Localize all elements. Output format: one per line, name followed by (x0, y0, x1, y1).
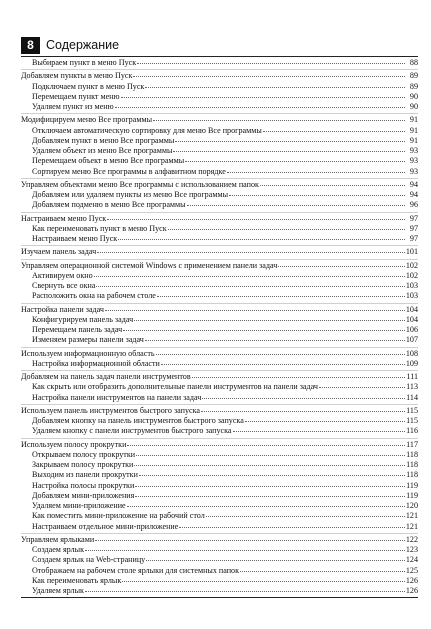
toc-page-number: 89 (409, 81, 418, 91)
toc-entry-title: Выбираем пункт в меню Пуск (32, 58, 137, 67)
toc-subentry[interactable] (21, 555, 418, 565)
dot-leader (185, 160, 405, 162)
toc-subentry[interactable] (21, 156, 418, 166)
toc-entry-title: Как переименовать ярлык (32, 575, 122, 585)
toc-entry-title: Как переименовать пункт в меню Пуск (32, 223, 167, 233)
toc-page-number: 91 (409, 135, 418, 145)
toc-page-number: 118 (406, 470, 418, 480)
toc-subentry[interactable] (21, 501, 418, 511)
toc-entry-title: Настройка панели задач (21, 304, 105, 314)
toc-subentry[interactable] (21, 450, 418, 460)
toc-section (21, 406, 418, 439)
dot-leader (260, 184, 405, 186)
toc-entry-title: Как поместить мини-приложение на рабочий стол (32, 511, 205, 521)
toc-page-number: 91 (409, 125, 418, 135)
toc-section (21, 247, 418, 259)
toc-section (21, 305, 418, 348)
toc-entry-title: Удаляем ярлык (32, 586, 84, 595)
dot-leader (187, 204, 405, 206)
toc-page-number: 122 (405, 534, 418, 544)
dot-leader (179, 526, 405, 528)
toc-section (21, 71, 418, 114)
dot-leader (127, 505, 405, 507)
toc-entry-title: Добавляем пункт в меню Все программы (32, 135, 175, 145)
toc-entry-title: Закрываем полосу прокрутки (32, 460, 134, 469)
toc-entry[interactable] (21, 71, 418, 81)
toc-entry-title: Создаем ярлык (32, 545, 85, 554)
toc-section (21, 440, 418, 534)
dot-leader (240, 570, 405, 572)
toc-entry-title: Удаляем кнопку с панели инструментов быстрого запуска (32, 426, 232, 436)
toc-entry[interactable] (21, 440, 418, 450)
toc-entry-title: Свернуть все окна (32, 281, 96, 290)
dot-leader (134, 319, 405, 321)
toc-section (21, 214, 418, 247)
toc-entry-title: Добавляем подменю в меню Все программы (32, 200, 186, 210)
toc-section (21, 372, 418, 405)
toc-page-number: 94 (409, 179, 418, 189)
toc-entry[interactable] (21, 305, 418, 315)
toc-entry-title: Настраиваем отдельное мини-приложение (32, 521, 179, 531)
toc-section (21, 349, 418, 372)
toc-entry[interactable] (21, 349, 418, 359)
dot-leader (146, 559, 405, 561)
dot-leader (201, 410, 405, 412)
toc-page-number: 126 (405, 575, 418, 585)
toc-entry-title: Настройка информационной области (32, 358, 160, 368)
table-of-contents (21, 58, 418, 599)
toc-entry-title: Выходим из панели прокрутки (32, 470, 138, 480)
dot-leader (202, 397, 405, 399)
toc-entry[interactable] (21, 535, 418, 545)
toc-entry-title: Используем информационную область (21, 348, 155, 358)
toc-subentry[interactable] (21, 426, 418, 436)
toc-subentry[interactable] (21, 82, 418, 92)
toc-entry-title: Добавляем мини-приложения (32, 490, 135, 500)
toc-subentry[interactable] (21, 491, 418, 501)
dot-leader (139, 474, 405, 476)
toc-subentry[interactable] (21, 102, 418, 112)
toc-section (21, 115, 418, 179)
toc-entry-title: Управляем объектами меню Все программы с использованием папок (21, 179, 259, 189)
page-title: Содержание (46, 38, 120, 52)
toc-entry-title: Изучаем панель задач (21, 247, 97, 257)
dot-leader (319, 386, 405, 388)
toc-subentry[interactable] (21, 167, 418, 177)
toc-page-number: 113 (406, 382, 418, 392)
dot-leader (192, 376, 405, 378)
dot-leader (97, 251, 405, 253)
toc-subentry[interactable] (21, 460, 418, 470)
toc-section (21, 261, 418, 304)
toc-page-number: 114 (406, 392, 418, 402)
toc-page-number: 93 (409, 166, 418, 176)
toc-page-number: 115 (406, 416, 418, 425)
dot-leader (105, 309, 405, 311)
dot-leader (136, 454, 405, 456)
toc-subentry[interactable] (21, 576, 418, 586)
toc-page-number: 126 (405, 586, 418, 595)
toc-entry-title: Настраиваем меню Пуск (32, 234, 118, 243)
toc-subentry[interactable] (21, 200, 418, 210)
toc-subentry[interactable] (21, 522, 418, 532)
dot-leader (137, 62, 405, 64)
dot-leader (278, 265, 405, 267)
dot-leader (263, 130, 405, 132)
toc-subentry[interactable] (21, 382, 418, 392)
toc-entry-title: Настройка панели инструментов на панели задач (32, 392, 202, 402)
toc-entry-title: Добавляем кнопку на панель инструментов быстрого запуска (32, 416, 244, 425)
toc-page-number: 117 (406, 439, 418, 449)
toc-subentry[interactable] (21, 234, 418, 244)
page-header (21, 37, 413, 54)
toc-page-number: 93 (409, 146, 418, 155)
toc-entry-title: Удаляем пункт из меню (32, 102, 114, 111)
dot-leader (168, 228, 405, 230)
toc-entry-title: Отключаем автоматическую сортировку для меню Все программы (32, 125, 262, 135)
toc-page-number: 97 (409, 234, 418, 243)
toc-page-number: 119 (406, 490, 418, 500)
toc-subentry[interactable] (21, 281, 418, 291)
toc-entry-title: Перемещаем объект в меню Все программы (32, 156, 185, 166)
dot-leader (134, 464, 405, 466)
dot-leader (229, 194, 405, 196)
toc-page-number: 118 (406, 460, 418, 469)
toc-entry-title: Добавляем или удаляем пункты из меню Все программы (32, 190, 229, 199)
toc-page-number: 109 (405, 358, 418, 368)
toc-page-number: 103 (405, 281, 418, 290)
toc-entry-title: Управляем операционной системой Windows с применением панели задач (21, 260, 278, 270)
toc-subentry[interactable] (21, 566, 418, 576)
toc-page-number: 119 (406, 480, 418, 490)
dot-leader (115, 106, 405, 108)
toc-entry-title: Удаляем объект из меню Все программы (32, 146, 173, 155)
toc-page-number: 104 (405, 304, 418, 314)
dot-leader (95, 539, 405, 541)
toc-page-number: 97 (409, 223, 418, 233)
toc-entry[interactable] (21, 247, 418, 257)
toc-entry-title: Используем полосу прокрутки (21, 439, 127, 449)
toc-page-number: 111 (406, 372, 418, 381)
toc-page-number: 103 (405, 291, 418, 301)
dot-leader (175, 140, 405, 142)
dot-leader (173, 150, 405, 152)
toc-subentry[interactable] (21, 325, 418, 335)
toc-entry-title: Отображаем на рабочем столе ярлыки для системных папок (32, 565, 240, 575)
toc-subentry[interactable] (21, 545, 418, 555)
toc-page-number: 96 (409, 200, 418, 210)
toc-page-number: 121 (405, 511, 418, 521)
dot-leader (94, 275, 405, 277)
toc-subentry[interactable] (21, 359, 418, 369)
dot-leader (161, 363, 405, 365)
toc-entry-title: Перемещаем панель задач (32, 325, 123, 334)
toc-subentry[interactable] (21, 335, 418, 345)
dot-leader (133, 75, 405, 77)
toc-page-number: 89 (409, 71, 418, 81)
toc-page-number: 88 (409, 58, 418, 67)
toc-page-number: 94 (409, 190, 418, 199)
toc-page-number: 104 (405, 314, 418, 324)
dot-leader (156, 353, 405, 355)
toc-page-number: 90 (409, 102, 418, 111)
toc-page-number: 91 (409, 115, 418, 125)
toc-page-number: 102 (405, 260, 418, 270)
toc-subentry[interactable] (21, 481, 418, 491)
dot-leader (127, 444, 405, 446)
toc-entry-title: Открываем полосу прокрутки (32, 449, 136, 459)
toc-entry-title: Активируем окно (32, 270, 93, 280)
toc-entry-title: Расположить окна на рабочем столе (32, 291, 156, 301)
dot-leader (153, 119, 405, 121)
dot-leader (157, 295, 405, 297)
dot-leader (107, 218, 405, 220)
toc-subentry[interactable] (21, 393, 418, 403)
toc-entry-title: Настройка полосы прокрутки (32, 480, 135, 490)
footer-rule (21, 597, 418, 598)
toc-page-number: 120 (405, 501, 418, 510)
toc-page-number: 101 (405, 247, 418, 257)
toc-subentry[interactable] (21, 224, 418, 234)
dot-leader (135, 495, 405, 497)
dot-leader (123, 329, 405, 331)
toc-subentry[interactable] (21, 58, 418, 68)
dot-leader (85, 549, 405, 551)
toc-entry-title: Конфигурируем панель задач (32, 314, 134, 324)
toc-entry[interactable] (21, 214, 418, 224)
toc-subentry[interactable] (21, 470, 418, 480)
dot-leader (227, 171, 405, 173)
toc-page-number: 107 (405, 335, 418, 345)
toc-entry-title: Подключаем пункт в меню Пуск (32, 81, 145, 91)
toc-subentry[interactable] (21, 126, 418, 136)
dot-leader (85, 590, 405, 592)
toc-page-number: 116 (406, 426, 418, 436)
toc-entry[interactable] (21, 261, 418, 271)
dot-leader (145, 339, 405, 341)
toc-entry[interactable] (21, 372, 418, 382)
toc-page-number: 125 (405, 565, 418, 575)
toc-subentry[interactable] (21, 92, 418, 102)
header-rule (21, 56, 418, 57)
toc-entry[interactable] (21, 115, 418, 125)
toc-page-number: 102 (405, 270, 418, 280)
toc-entry-title: Используем панель инструментов быстрого запуска (21, 405, 201, 415)
toc-section (21, 180, 418, 213)
toc-page-number: 123 (405, 545, 418, 554)
toc-entry-title: Добавляем пункты в меню Пуск (21, 71, 133, 81)
toc-entry-title: Добавляем на панель задач панели инструментов (21, 372, 191, 381)
toc-page-number: 97 (409, 213, 418, 223)
dot-leader (233, 430, 405, 432)
toc-entry-title: Создаем ярлык на Web-страницу (32, 555, 146, 565)
toc-section (21, 58, 418, 70)
toc-subentry[interactable] (21, 315, 418, 325)
toc-entry-title: Управляем ярлыками (21, 534, 95, 544)
toc-entry[interactable] (21, 180, 418, 190)
toc-entry-title: Удаляем мини-приложение (32, 501, 126, 510)
toc-page-number: 90 (409, 91, 418, 101)
toc-subentry[interactable] (21, 416, 418, 426)
toc-page-number: 121 (405, 521, 418, 531)
toc-subentry[interactable] (21, 511, 418, 521)
toc-subentry[interactable] (21, 190, 418, 200)
dot-leader (135, 485, 405, 487)
toc-entry[interactable] (21, 406, 418, 416)
dot-leader (145, 86, 405, 88)
toc-page-number: 124 (405, 555, 418, 565)
toc-subentry[interactable] (21, 271, 418, 281)
toc-page-number: 115 (406, 405, 418, 415)
toc-entry-title: Изменяем размеры панели задач (32, 335, 144, 345)
dot-leader (118, 238, 405, 240)
dot-leader (96, 285, 404, 287)
toc-entry-title: Настраиваем меню Пуск (21, 213, 107, 223)
toc-subentry[interactable] (21, 146, 418, 156)
toc-section (21, 535, 418, 599)
toc-page-number: 108 (405, 348, 418, 358)
toc-entry-title: Сортируем меню Все программы в алфавитном порядке (32, 166, 226, 176)
toc-page-number: 106 (405, 325, 418, 334)
toc-page-number: 118 (406, 449, 418, 459)
toc-subentry[interactable] (21, 291, 418, 301)
toc-entry-title: Модифицируем меню Все программы (21, 115, 153, 125)
toc-page-number: 93 (409, 156, 418, 166)
toc-entry-title: Перемещаем пункт меню (32, 91, 120, 101)
toc-subentry[interactable] (21, 586, 418, 596)
dot-leader (245, 420, 405, 422)
dot-leader (121, 96, 405, 98)
page-number: 8 (21, 37, 40, 54)
toc-entry-title: Как скрыть или отобразить дополнительные панели инструментов на панели задач (32, 382, 318, 392)
dot-leader (206, 515, 405, 517)
dot-leader (122, 580, 405, 582)
toc-subentry[interactable] (21, 136, 418, 146)
